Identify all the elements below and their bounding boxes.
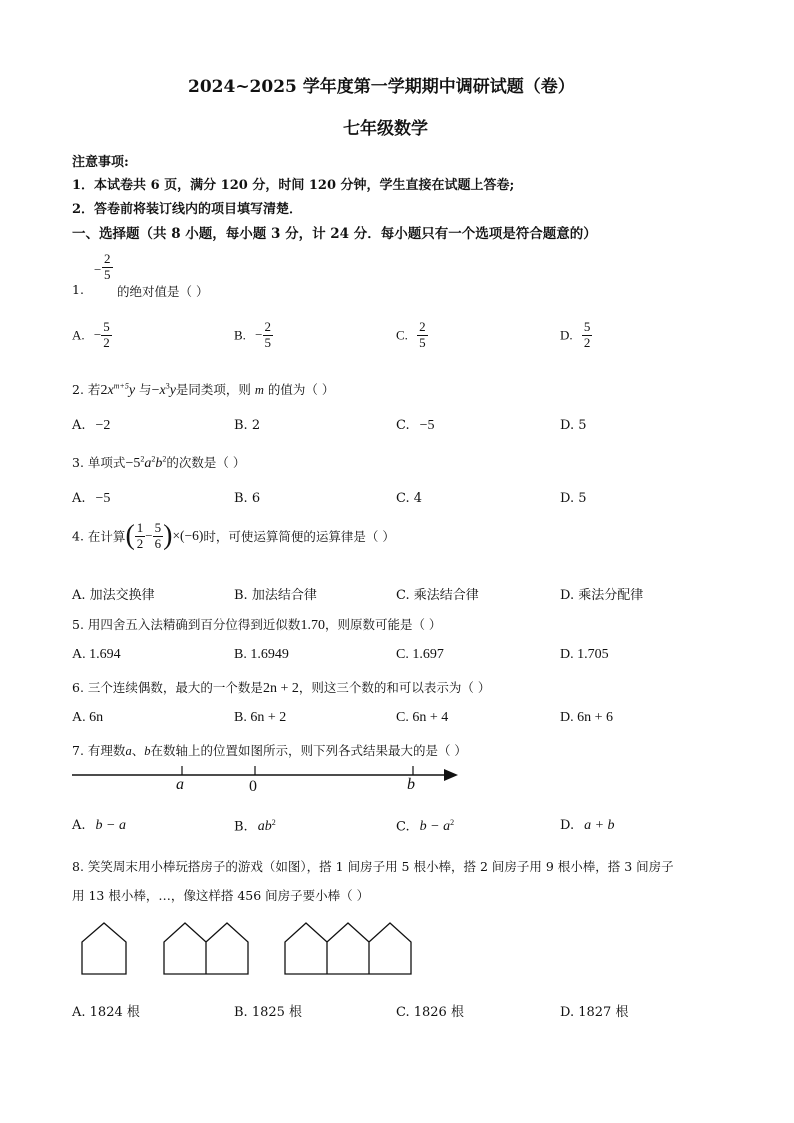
term-coef: 2 [100, 383, 108, 398]
option-sign: − [255, 327, 263, 343]
q2-option-b[interactable]: B. 2 [234, 418, 261, 433]
option-numerator: 2 [419, 319, 426, 334]
left-paren: ( [125, 520, 135, 551]
option-denominator: 5 [264, 334, 272, 350]
axis-label-a: a [176, 776, 184, 793]
house-1 [82, 923, 126, 974]
q5-option-c[interactable]: C. 1.697 [396, 647, 444, 662]
option-numerator: 5 [583, 319, 591, 334]
term-exponent: 2 [140, 454, 145, 464]
q1-option-a[interactable] [72, 320, 112, 351]
q2-option-c[interactable] [396, 418, 435, 434]
term-var: b [155, 456, 163, 471]
minus-sign: − [145, 528, 153, 543]
option-label: C. [396, 327, 408, 343]
q7-option-b[interactable] [234, 818, 276, 835]
option-value: b − a [419, 819, 451, 835]
question-5 [72, 615, 441, 634]
section-heading: 一、选择题（共 8 小题，每小题 3 分，计 24 分．每小题只有一个选项是符合题意的） [72, 226, 597, 242]
question-text: 用四舍五入法精确到百分位得到近似数 [87, 617, 301, 632]
option-denominator: 5 [419, 334, 426, 350]
question-text: 在数轴上的位置如图所示，则下列各式结果最大的是（ ） [150, 743, 467, 758]
option-numerator: 5 [103, 319, 110, 334]
question-text: ，则原数可能是（ ） [324, 617, 442, 632]
q4-option-c[interactable]: C. 乘法结合律 [396, 588, 479, 603]
option-label: A. [72, 818, 86, 833]
q8-option-c[interactable]: C. 1826 根 [396, 1005, 464, 1020]
q7-option-d[interactable] [560, 818, 615, 834]
term-exponent: 3 [165, 381, 170, 391]
q6-option-b[interactable]: B. 6n + 2 [234, 710, 287, 725]
houses-3 [285, 923, 411, 974]
q6-option-a[interactable]: A. 6n [72, 710, 104, 725]
monomial [125, 456, 166, 471]
variable-b: b [144, 744, 151, 758]
fraction-2 [153, 521, 164, 552]
question-8-line-2: 用 13 根小棒，…，像这样搭 456 间房子要小棒（ ） [72, 888, 370, 903]
fraction-denominator: 6 [154, 535, 162, 551]
option-label: A. [72, 491, 86, 506]
q8-option-a[interactable]: A. 1824 根 [72, 1005, 140, 1020]
notice-heading: 注意事项: [72, 155, 129, 170]
fraction-sign: − [94, 262, 102, 277]
axis-label-zero: 0 [249, 778, 257, 795]
option-value: a + b [584, 818, 615, 833]
q4-option-b[interactable]: B. 加法结合律 [234, 588, 317, 603]
exam-title: 2024~2025 学年度第一学期期中调研试题（卷） [188, 77, 575, 97]
term-exponent: 2 [162, 454, 167, 464]
q8-option-b[interactable]: B. 1825 根 [234, 1005, 303, 1020]
houses-figure [80, 920, 420, 980]
fraction-1 [135, 521, 146, 552]
q3-option-c[interactable]: C. 4 [396, 491, 423, 506]
option-fraction [582, 320, 593, 351]
term-coef: − [151, 383, 160, 398]
term-var: a [144, 456, 152, 471]
q4-option-d[interactable]: D. 乘法分配律 [560, 588, 644, 603]
question-8-line-1 [72, 857, 674, 875]
question-number: 5. [72, 617, 84, 632]
q7-option-a[interactable] [72, 818, 126, 834]
fraction-denominator: 2 [136, 535, 144, 551]
term-var: y [169, 383, 176, 398]
expression: 2n + 2 [262, 681, 299, 696]
option-exponent: 2 [450, 818, 455, 827]
option-sign: − [93, 327, 102, 343]
option-value: −5 [95, 491, 111, 506]
multiplier: ×(−6) [172, 528, 204, 543]
term-var: x [159, 383, 166, 398]
term-exponent: 2 [151, 454, 156, 464]
q3-option-a[interactable] [72, 491, 110, 507]
question-text: ，则这三个数的和可以表示为（ ） [298, 680, 491, 695]
q7-option-c[interactable] [396, 818, 454, 835]
fraction-denominator: 5 [104, 266, 111, 282]
option-label: B. [234, 819, 248, 835]
term-var: x [107, 383, 114, 398]
question-number: 4. [72, 528, 84, 544]
option-denominator: 2 [103, 334, 110, 350]
approx-value: 1.70 [300, 618, 325, 633]
q6-option-d[interactable]: D. 6n + 6 [560, 710, 614, 725]
option-label: C. [396, 819, 410, 835]
q3-option-d[interactable]: D. 5 [560, 491, 587, 506]
houses-2 [164, 923, 248, 974]
fraction [102, 252, 113, 283]
question-number: 3. [72, 455, 84, 470]
option-value: b − a [95, 818, 126, 833]
question-text: 的次数是（ ） [166, 455, 246, 470]
option-exponent: 2 [271, 818, 276, 827]
q6-option-c[interactable]: C. 6n + 4 [396, 710, 449, 725]
question-text: 的值为（ ） [267, 382, 335, 397]
term-1 [100, 383, 135, 398]
separator: 、 [131, 743, 145, 758]
q4-option-a[interactable]: A. 加法交换律 [72, 588, 155, 603]
option-value: ab [257, 819, 272, 835]
question-text: 有理数 [87, 743, 126, 758]
notice-item-1: 1．本试卷共 6 页，满分 120 分，时间 120 分钟，学生直接在试题上答卷; [72, 178, 515, 193]
axis-label-b: b [407, 776, 415, 793]
q2-option-a[interactable] [72, 418, 110, 434]
question-4 [72, 520, 395, 552]
option-fraction [263, 320, 274, 351]
option-fraction [101, 320, 112, 351]
option-value: −2 [95, 418, 111, 433]
question-number: 8. [72, 859, 84, 874]
option-label: D. [560, 818, 575, 833]
q2-option-d[interactable]: D. 5 [560, 418, 587, 433]
term-var: y [128, 383, 136, 398]
notice-item-2: 2．答卷前将装订线内的项目填写清楚． [72, 202, 303, 217]
question-number: 1. [72, 282, 84, 297]
question-text: 的绝对值是（ ） [117, 284, 209, 299]
q3-option-b[interactable]: B. 6 [234, 491, 261, 506]
variable-m: m [254, 383, 264, 397]
option-denominator: 2 [583, 334, 591, 350]
question-text: 若 [87, 382, 101, 397]
question-number: 6. [72, 680, 84, 695]
question-text: 在计算 [87, 529, 126, 544]
term-exponent: m+5 [113, 381, 129, 391]
question-text: 单项式 [87, 455, 126, 470]
question-2 [72, 380, 334, 399]
term-coef: −5 [125, 456, 141, 471]
question-number: 2. [72, 382, 84, 397]
question-number: 7. [72, 743, 84, 758]
q5-option-a[interactable]: A. 1.694 [72, 647, 121, 662]
fraction-numerator: 2 [104, 251, 111, 266]
option-label: D. [560, 327, 573, 343]
fraction-numerator: 1 [136, 519, 144, 535]
question-6 [72, 678, 490, 697]
q8-option-d[interactable]: D. 1827 根 [560, 1005, 629, 1020]
question-7 [72, 741, 467, 759]
variable-a: a [125, 744, 132, 758]
option-label: B. [234, 327, 246, 343]
option-fraction [417, 320, 428, 351]
arrow-head [444, 769, 458, 781]
option-value: −5 [419, 418, 435, 433]
fraction-numerator: 5 [154, 519, 162, 535]
question-text: 笑笑周末用小棒玩搭房子的游戏（如图），搭 1 间房子用 5 根小棒，搭 2 间房子用 9 根小棒，搭 3 间房子 [87, 859, 674, 874]
q1-option-b[interactable] [234, 320, 273, 351]
option-label: C. [396, 418, 410, 433]
option-label: A. [72, 418, 86, 433]
q5-option-d[interactable]: D. 1.705 [560, 647, 609, 662]
option-numerator: 2 [264, 319, 272, 334]
q1-option-c[interactable] [396, 320, 428, 351]
q5-option-b[interactable]: B. 1.6949 [234, 647, 289, 662]
q1-option-d[interactable] [560, 320, 592, 351]
right-paren: ) [163, 520, 173, 551]
question-text: 与 [139, 382, 152, 397]
option-label: A. [72, 327, 85, 343]
question-3 [72, 453, 245, 472]
question-text: 是同类项，则 [175, 382, 251, 397]
question-text: 三个连续偶数，最大的一个数是 [87, 680, 263, 695]
exam-subtitle: 七年级数学 [343, 119, 428, 139]
term-2 [152, 383, 176, 398]
question-text: 时，可使运算简便的运算律是（ ） [203, 529, 395, 544]
